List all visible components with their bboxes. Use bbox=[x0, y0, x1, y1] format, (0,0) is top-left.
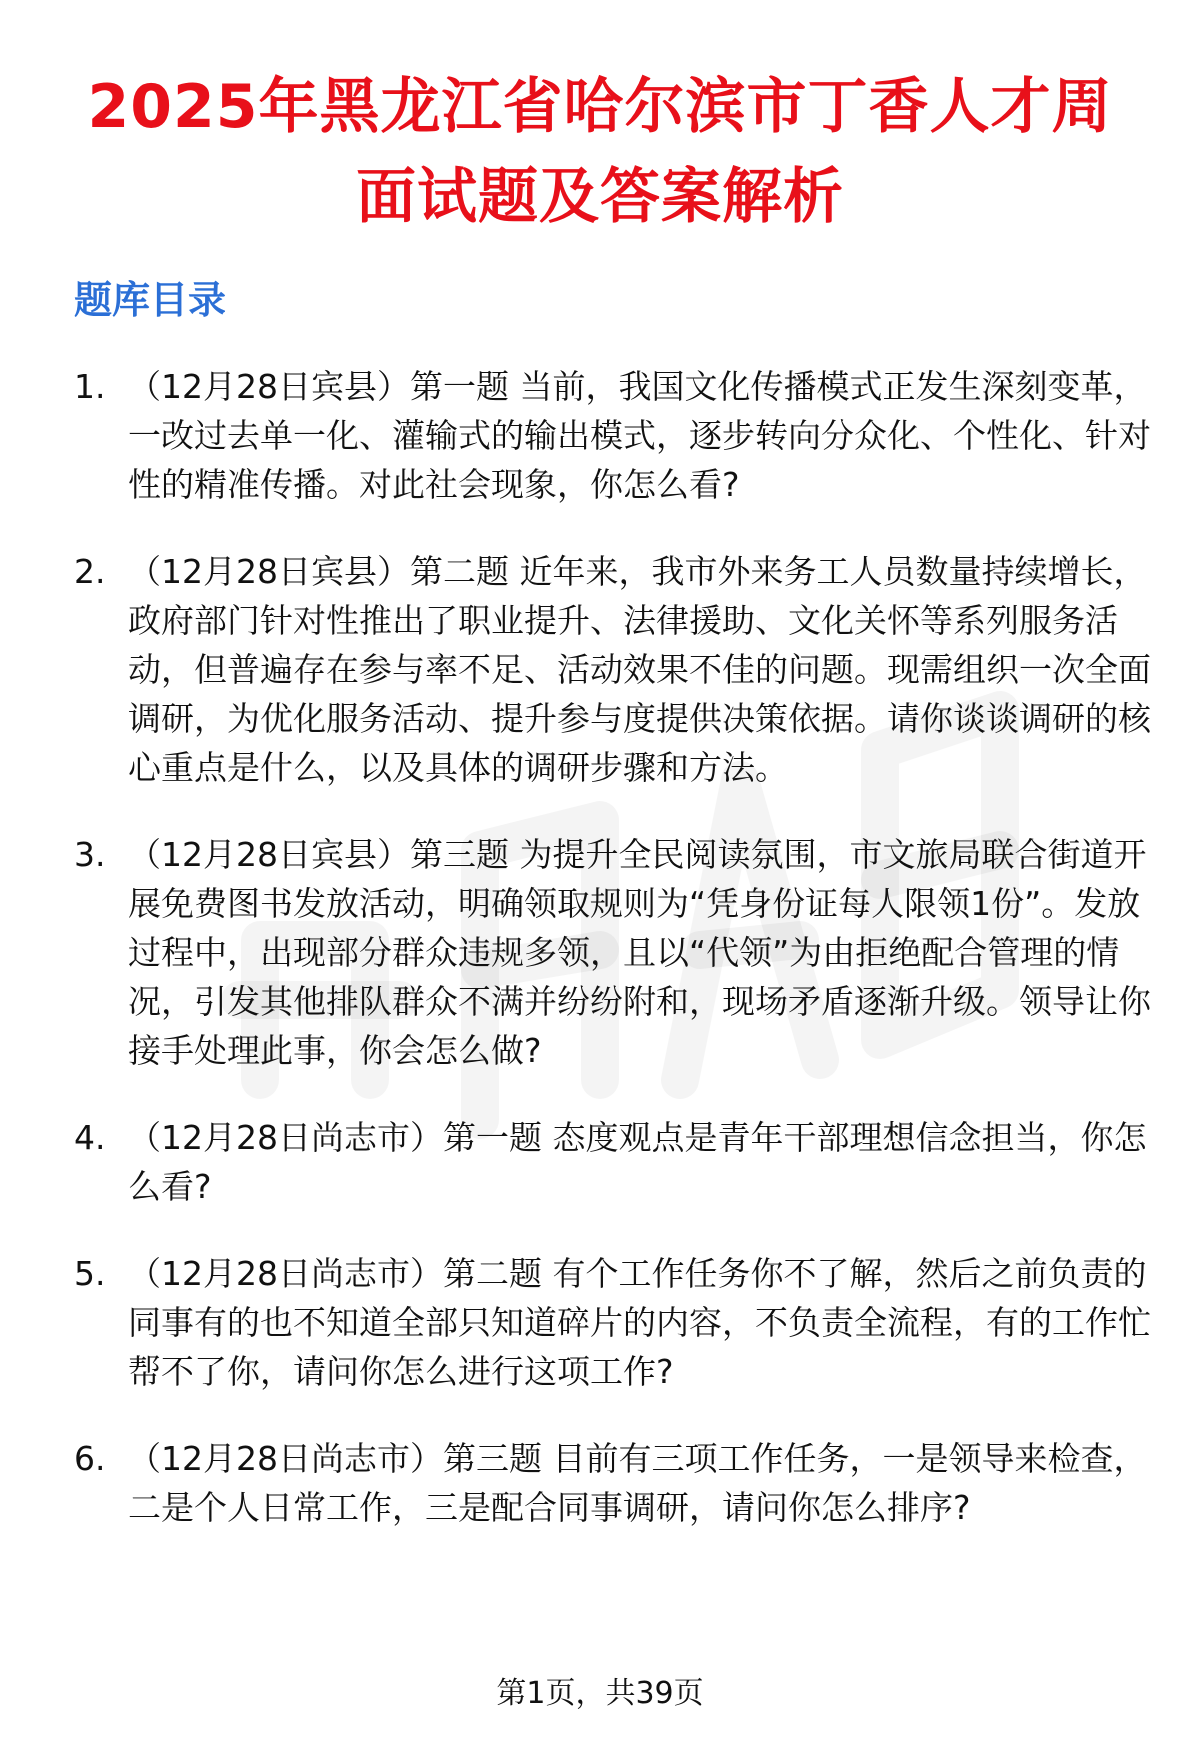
question-number: 1. bbox=[74, 367, 106, 406]
question-text: （12月28日尚志市）第一题 态度观点是青年干部理想信念担当，你怎么看? bbox=[128, 1118, 1147, 1206]
question-number: 6. bbox=[74, 1439, 106, 1478]
question-number: 2. bbox=[74, 552, 106, 591]
question-list bbox=[74, 362, 1160, 1570]
question-number: 5. bbox=[74, 1254, 106, 1293]
question-text: （12月28日宾县）第二题 近年来，我市外来务工人员数量持续增长，政府部门针对性推出了职业提升、法律援助、文化关怀等系列服务活动，但普遍存在参与率不足、活动效果不佳的问题。现需组织一次全面调研，为优化服务活动、提升参与度提供决策依据。请你谈谈调研的核心重点是什么，以及具体的调研步骤和方法。 bbox=[128, 552, 1151, 787]
question-number: 3. bbox=[74, 835, 106, 874]
question-text: （12月28日尚志市）第二题 有个工作任务你不了解，然后之前负责的同事有的也不知道全部只知道碎片的内容，不负责全流程，有的工作忙帮不了你，请问你怎么进行这项工作? bbox=[128, 1254, 1151, 1391]
question-item-1 bbox=[74, 362, 1160, 509]
page-number: 第1页，共39页 bbox=[496, 1676, 704, 1711]
question-number: 4. bbox=[74, 1118, 106, 1157]
question-item-5 bbox=[74, 1249, 1160, 1396]
question-item-2 bbox=[74, 547, 1160, 792]
question-item-4 bbox=[74, 1113, 1160, 1211]
question-text: （12月28日宾县）第三题 为提升全民阅读氛围，市文旅局联合街道开展免费图书发放活动，明确领取规则为“凭身份证每人限领1份”。发放过程中，出现部分群众违规多领，且以“代领”为由拒绝配合管理的情况，引发其他排队群众不满并纷纷附和，现场矛盾逐渐升级。领导让你接手处理此事，你会怎么做? bbox=[128, 835, 1151, 1070]
page-title: 2025年黑龙江省哈尔滨市丁香人才周面试题及答案解析 bbox=[87, 72, 1113, 232]
question-item-3 bbox=[74, 830, 1160, 1075]
question-item-6 bbox=[74, 1434, 1160, 1532]
question-text: （12月28日尚志市）第三题 目前有三项工作任务，一是领导来检查，二是个人日常工作，三是配合同事调研，请问你怎么排序? bbox=[128, 1439, 1147, 1527]
toc-heading: 题库目录 bbox=[74, 278, 227, 322]
question-text: （12月28日宾县）第一题 当前，我国文化传播模式正发生深刻变革，一改过去单一化、灌输式的输出模式，逐步转向分众化、个性化、针对性的精准传播。对此社会现象，你怎么看? bbox=[128, 367, 1151, 504]
